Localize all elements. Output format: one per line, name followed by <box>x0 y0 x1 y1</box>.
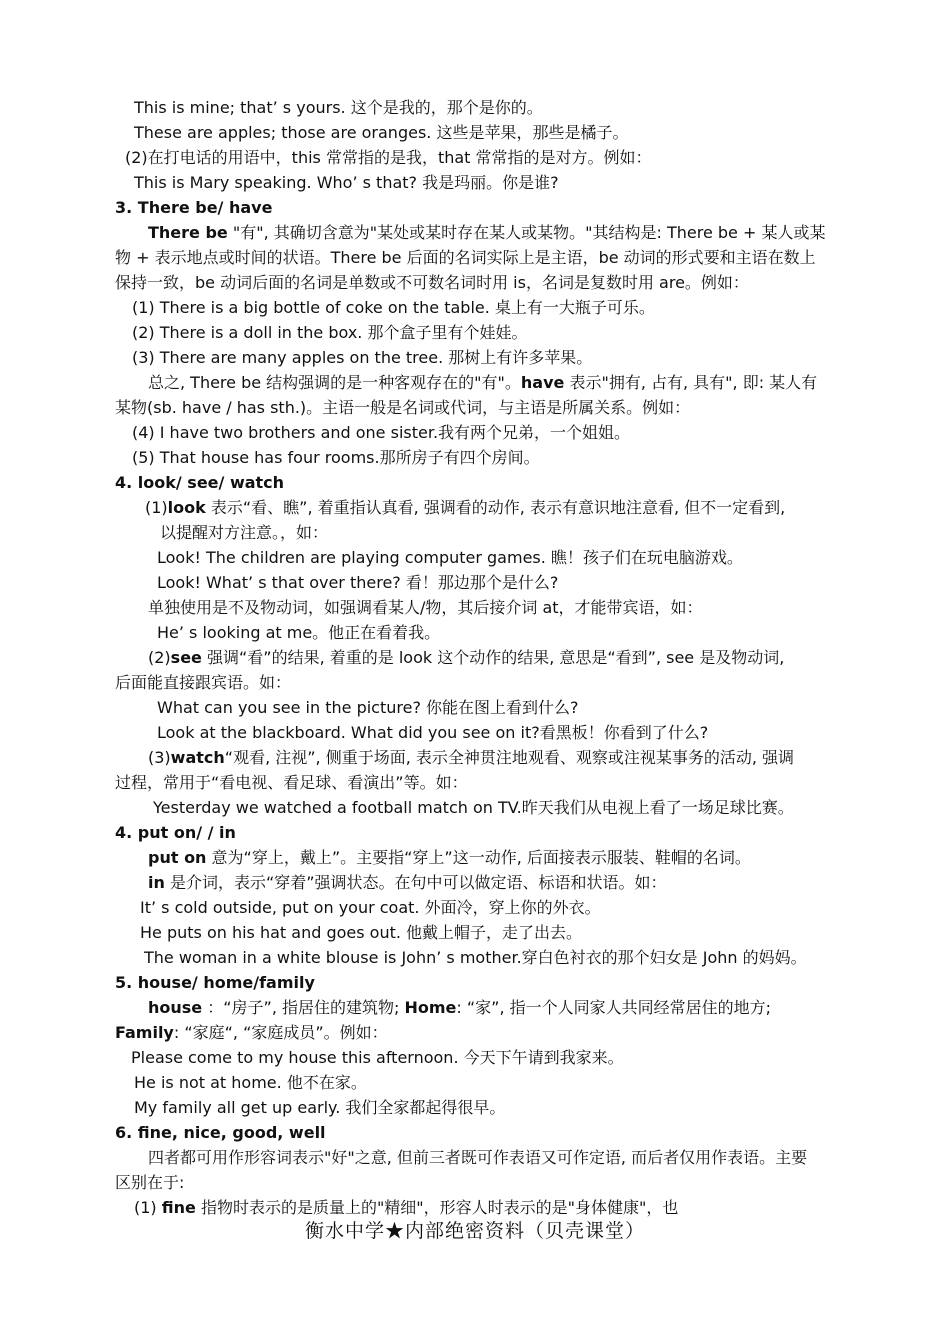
text-line: 物 + 表示地点或时间的状语。There be 后面的名词实际上是主语，be 动词的形式要和主语在数上 <box>115 248 816 267</box>
text-line: The woman in a white blouse is John’ s mother.穿白色衬衣的那个妇女是 John 的妈妈。 <box>144 948 807 967</box>
text-line: Please come to my house this afternoon. 今天下午请到我家来。 <box>131 1048 624 1067</box>
text-line: 四者都可用作形容词表示"好"之意, 但前三者既可作表语又可作定语, 而后者仅用作表语。主要 <box>148 1148 808 1167</box>
text-line: (3) There are many apples on the tree. 那树上有许多苹果。 <box>132 348 593 367</box>
text-line: (1)look 表示“看、瞧”, 着重指认真看, 强调看的动作, 表示有意识地注意看, 但不一定看到, <box>145 498 786 517</box>
text-line: Look at the blackboard. What did you see on it?看黑板！你看到了什么? <box>157 723 709 742</box>
text-line: house ：“房子”, 指居住的建筑物; Home: “家”, 指一个人同家人共同经常居住的地方; <box>148 998 772 1017</box>
section-heading: 5. house/ home/family <box>115 973 315 992</box>
section-heading: 3. There be/ have <box>115 198 273 217</box>
text-line: 区别在于: <box>115 1173 185 1192</box>
text-line: Family: “家庭“, “家庭成员”。例如： <box>115 1023 388 1042</box>
text-line: (2)在打电话的用语中，this 常常指的是我，that 常常指的是对方。例如： <box>125 148 652 167</box>
text-line: (5) That house has four rooms.那所房子有四个房间。 <box>132 448 540 467</box>
text-line: 以提醒对方注意。，如： <box>160 523 329 542</box>
text-line: He’ s looking at me。他正在看着我。 <box>157 623 441 642</box>
text-line: He is not at home. 他不在家。 <box>134 1073 367 1092</box>
text-line: 总之, There be 结构强调的是一种客观存在的"有"。have 表示"拥有, 占有, 具有", 即: 某人有 <box>148 373 818 392</box>
text-line: in 是介词，表示“穿着”强调状态。在句中可以做定语、标语和状语。如： <box>148 873 667 892</box>
text-line: put on 意为“穿上，戴上”。主要指“穿上”这一动作, 后面接表示服装、鞋帽的名词。 <box>148 848 751 867</box>
text-line: (4) I have two brothers and one sister.我有两个兄弟，一个姐姐。 <box>132 423 631 442</box>
text-line: There be "有", 其确切含意为"某处或某时存在某人或某物。"其结构是: There be + 某人或某 <box>148 223 826 242</box>
text-line: (3)watch“观看, 注视”, 侧重于场面, 表示全神贯注地观看、观察或注视某事务的活动, 强调 <box>148 748 795 767</box>
text-line: (2)see 强调“看”的结果, 着重的是 look 这个动作的结果, 意思是“看到”, see 是及物动词, <box>148 648 785 667</box>
text-line: What can you see in the picture? 你能在图上看到什么? <box>157 698 579 717</box>
text-line: This is Mary speaking. Who’ s that? 我是玛丽。你是谁? <box>134 173 559 192</box>
text-line: He puts on his hat and goes out. 他戴上帽子，走了出去。 <box>140 923 583 942</box>
text-line: My family all get up early. 我们全家都起得很早。 <box>134 1098 506 1117</box>
text-line: (2) There is a doll in the box. 那个盒子里有个娃娃。 <box>132 323 528 342</box>
text-line: Look! The children are playing computer games. 瞧！孩子们在玩电脑游戏。 <box>157 548 743 567</box>
text-line: 后面能直接跟宾语。如： <box>115 673 292 692</box>
text-line: This is mine; that’ s yours. 这个是我的，那个是你的。 <box>134 98 543 117</box>
section-heading: 4. look/ see/ watch <box>115 473 285 492</box>
text-line: (1) fine 指物时表示的是质量上的"精细"，形容人时表示的是"身体健康"，也 <box>134 1198 679 1217</box>
text-line: 保持一致，be 动词后面的名词是单数或不可数名词时用 is，名词是复数时用 are。例如： <box>115 273 749 292</box>
text-line: These are apples; those are oranges. 这些是苹果，那些是橘子。 <box>134 123 629 142</box>
text-line: It’ s cold outside, put on your coat. 外面冷，穿上你的外衣。 <box>140 898 601 917</box>
page-footer: 衡水中学★内部绝密资料（贝壳课堂） <box>304 1220 645 1242</box>
text-line: 过程，常用于“看电视、看足球、看演出”等。如： <box>115 773 468 792</box>
text-line: Look! What’ s that over there? 看！那边那个是什么? <box>157 573 559 592</box>
section-heading: 4. put on/ / in <box>115 823 236 842</box>
text-line: 单独使用是不及物动词，如强调看某人/物，其后接介词 at，才能带宾语，如： <box>148 598 703 617</box>
text-line: (1) There is a big bottle of coke on the table. 桌上有一大瓶子可乐。 <box>132 298 655 317</box>
section-heading: 6. fine, nice, good, well <box>115 1123 326 1142</box>
text-line: Yesterday we watched a football match on TV.昨天我们从电视上看了一场足球比赛。 <box>153 798 794 817</box>
text-line: 某物(sb. have / has sth.)。主语一般是名词或代词，与主语是所属关系。例如： <box>115 398 691 417</box>
